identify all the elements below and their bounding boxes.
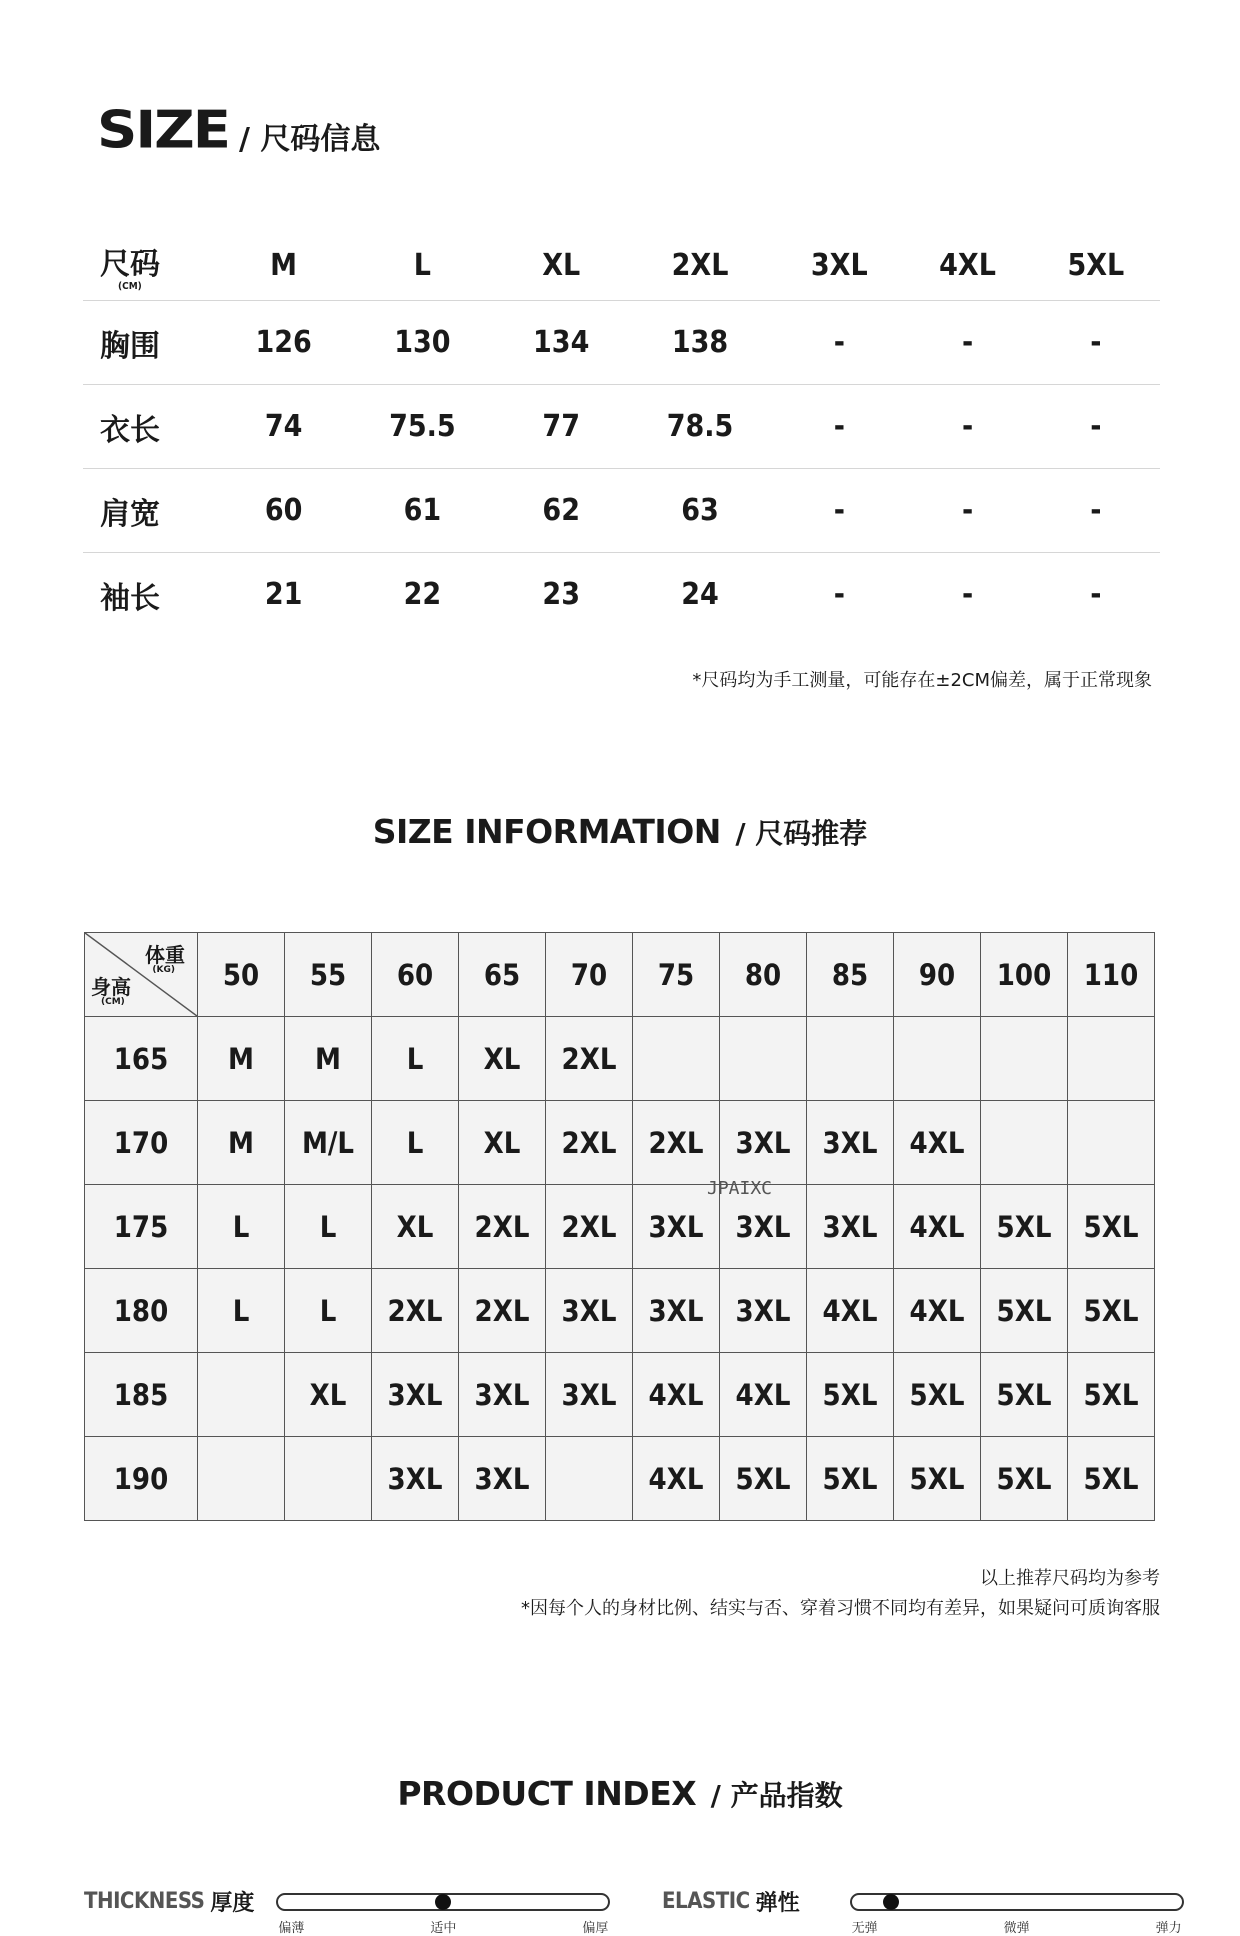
size-value-cell: - xyxy=(903,301,1031,385)
elastic-indicator xyxy=(883,1894,899,1910)
recommendation-cell: 4XL xyxy=(633,1353,720,1437)
recommendation-cell: 5XL xyxy=(981,1269,1068,1353)
size-value-cell: - xyxy=(903,385,1031,469)
grid-row xyxy=(85,1185,1155,1269)
size-value-cell: - xyxy=(903,553,1031,637)
recommendation-cell: 5XL xyxy=(894,1353,981,1437)
recommendation-cell: 5XL xyxy=(981,1185,1068,1269)
size-value-cell: - xyxy=(775,301,903,385)
recommendation-cell: 2XL xyxy=(546,1017,633,1101)
height-label-cell: 175 xyxy=(85,1185,198,1269)
recommendation-cell: 2XL xyxy=(459,1185,546,1269)
recommendation-cell: 2XL xyxy=(546,1101,633,1185)
recommendation-cell xyxy=(198,1437,285,1521)
size-value-cell: - xyxy=(1032,553,1160,637)
thickness-ticks xyxy=(278,1917,608,1936)
thickness-track xyxy=(276,1893,610,1936)
height-label-cell: 185 xyxy=(85,1353,198,1437)
recommendation-cell: 5XL xyxy=(894,1437,981,1521)
recommendation-cell: 5XL xyxy=(981,1437,1068,1521)
watermark-text: JPAIXC xyxy=(707,1178,773,1199)
recommendation-cell: M xyxy=(285,1017,372,1101)
weight-header-cell: 75 xyxy=(633,933,720,1017)
recommendation-cell: L xyxy=(372,1017,459,1101)
size-value-cell: - xyxy=(1032,301,1160,385)
size-value-cell: 62 xyxy=(498,469,625,553)
recommendation-note-1: 以上推荐尺码均为参考 xyxy=(980,1568,1160,1589)
size-value-cell: 60 xyxy=(220,469,347,553)
size-value-cell: 130 xyxy=(347,301,497,385)
size-value-cell: 74 xyxy=(220,385,347,469)
recommendation-cell: 3XL xyxy=(633,1269,720,1353)
size-header-5xl: 5XL xyxy=(1067,247,1125,283)
weight-header-cell: 50 xyxy=(198,933,285,1017)
recommendation-cell xyxy=(1068,1017,1155,1101)
grid-row xyxy=(85,1017,1155,1101)
height-label-cell: 165 xyxy=(85,1017,198,1101)
size-title xyxy=(97,98,380,163)
recommendation-cell: 3XL xyxy=(720,1269,807,1353)
recommendation-cell: 3XL xyxy=(546,1353,633,1437)
thickness-tick: 偏厚 xyxy=(582,1920,609,1936)
recommendation-cell: 3XL xyxy=(372,1353,459,1437)
corner-height-label: 身高 xyxy=(91,975,131,999)
recommendation-cell: L xyxy=(198,1269,285,1353)
size-value-cell: - xyxy=(775,385,903,469)
size-value-cell: 21 xyxy=(220,553,347,637)
recommendation-cell xyxy=(894,1017,981,1101)
size-value-cell: - xyxy=(1032,469,1160,553)
size-header-4xl: 4XL xyxy=(939,247,996,283)
size-value-cell: - xyxy=(1032,385,1160,469)
size-header-label: 尺码 xyxy=(100,246,160,282)
elastic-label-cn: 弹性 xyxy=(755,1891,800,1916)
weight-header-cell: 70 xyxy=(546,933,633,1017)
size-value-cell: 134 xyxy=(498,301,625,385)
corner-weight-unit: (KG) xyxy=(152,965,175,975)
weight-header-cell: 85 xyxy=(807,933,894,1017)
height-label-cell: 190 xyxy=(85,1437,198,1521)
recommendation-cell xyxy=(285,1437,372,1521)
recommendation-cell: L xyxy=(372,1101,459,1185)
recommendation-cell: 2XL xyxy=(372,1269,459,1353)
size-header-2xl: 2XL xyxy=(671,247,729,283)
recommendation-cell: 4XL xyxy=(894,1185,981,1269)
height-label-cell: 170 xyxy=(85,1101,198,1185)
grid-row xyxy=(85,1101,1155,1185)
recommendation-cell: L xyxy=(285,1269,372,1353)
size-value-cell: - xyxy=(775,553,903,637)
size-value-cell: 24 xyxy=(625,553,775,637)
recommendation-cell: 2XL xyxy=(633,1101,720,1185)
recommendation-cell: L xyxy=(285,1185,372,1269)
size-note: *尺码均为手工测量，可能存在±2CM偏差，属于正常现象 xyxy=(692,670,1152,691)
recommendation-cell: 3XL xyxy=(720,1185,807,1269)
size-value-cell: 126 xyxy=(220,301,347,385)
grid-row xyxy=(85,1353,1155,1437)
recommendation-cell: 5XL xyxy=(981,1353,1068,1437)
recommendation-cell: M xyxy=(198,1101,285,1185)
weight-header-cell: 60 xyxy=(372,933,459,1017)
thickness-index xyxy=(84,1886,610,1936)
grid-header-row xyxy=(85,933,1155,1017)
recommendation-cell: 3XL xyxy=(807,1101,894,1185)
recommendation-cell: 4XL xyxy=(633,1437,720,1521)
recommendation-cell: L xyxy=(198,1185,285,1269)
size-information-title xyxy=(0,812,1240,852)
weight-header-cell: 100 xyxy=(981,933,1068,1017)
thickness-label-en: THICKNESS xyxy=(84,1889,205,1914)
grid-corner-cell xyxy=(85,933,198,1017)
grid-row xyxy=(85,1269,1155,1353)
size-header-xl: XL xyxy=(542,247,581,283)
recommendation-cell: 2XL xyxy=(546,1185,633,1269)
size-row-label: 胸围 xyxy=(83,301,220,385)
elastic-label-en: ELASTIC xyxy=(662,1889,750,1914)
recommendation-cell: 5XL xyxy=(1068,1437,1155,1521)
size-row-label: 衣长 xyxy=(83,385,220,469)
recommendation-cell: 3XL xyxy=(459,1437,546,1521)
size-row-label: 肩宽 xyxy=(83,469,220,553)
recommendation-cell: XL xyxy=(459,1017,546,1101)
product-index-title-en: PRODUCT INDEX xyxy=(397,1774,697,1813)
recommendation-cell: 5XL xyxy=(720,1437,807,1521)
recommendation-cell: 5XL xyxy=(807,1353,894,1437)
recommendation-cell: 3XL xyxy=(459,1353,546,1437)
size-value-cell: 61 xyxy=(347,469,497,553)
weight-header-cell: 55 xyxy=(285,933,372,1017)
recommendation-grid xyxy=(84,932,1155,1521)
size-information-title-en: SIZE INFORMATION xyxy=(372,812,721,851)
elastic-tick: 微弹 xyxy=(1003,1920,1030,1936)
recommendation-cell xyxy=(807,1017,894,1101)
elastic-ticks xyxy=(852,1917,1182,1936)
size-header-l: L xyxy=(413,247,431,283)
size-header-unit: (CM) xyxy=(118,280,142,292)
size-value-cell: 77 xyxy=(498,385,625,469)
recommendation-cell xyxy=(198,1353,285,1437)
size-title-en: SIZE xyxy=(97,100,230,161)
recommendation-cell: M xyxy=(198,1017,285,1101)
corner-weight-label: 体重 xyxy=(145,943,185,967)
size-header-label-cell xyxy=(83,230,220,301)
recommendation-cell: 4XL xyxy=(807,1269,894,1353)
recommendation-cell: 2XL xyxy=(459,1269,546,1353)
recommendation-note-2: *因每个人的身材比例、结实与否、穿着习惯不同均有差异，如果疑问可质询客服 xyxy=(521,1598,1160,1619)
recommendation-cell: XL xyxy=(459,1101,546,1185)
size-value-cell: 22 xyxy=(347,553,497,637)
thickness-tick: 适中 xyxy=(430,1920,457,1936)
weight-header-cell: 110 xyxy=(1068,933,1155,1017)
size-row xyxy=(83,469,1160,553)
size-value-cell: 78.5 xyxy=(625,385,775,469)
size-row xyxy=(83,385,1160,469)
recommendation-cell xyxy=(1068,1101,1155,1185)
recommendation-cell xyxy=(546,1437,633,1521)
recommendation-cell xyxy=(981,1101,1068,1185)
recommendation-cell: 3XL xyxy=(372,1437,459,1521)
recommendation-cell xyxy=(633,1017,720,1101)
thickness-label-cn: 厚度 xyxy=(210,1891,255,1916)
elastic-tick: 弹力 xyxy=(1155,1920,1182,1936)
product-index-title-cn: / 产品指数 xyxy=(710,1779,843,1812)
size-header-m: M xyxy=(270,247,298,283)
recommendation-cell: 5XL xyxy=(1068,1185,1155,1269)
elastic-tick: 无弹 xyxy=(851,1920,878,1936)
size-value-cell: 75.5 xyxy=(347,385,497,469)
recommendation-cell: 4XL xyxy=(894,1269,981,1353)
thickness-tick: 偏薄 xyxy=(278,1920,305,1936)
recommendation-cell: 5XL xyxy=(1068,1353,1155,1437)
size-row xyxy=(83,553,1160,637)
size-row-label: 袖长 xyxy=(83,553,220,637)
size-table xyxy=(83,230,1160,636)
elastic-index xyxy=(662,1886,1184,1936)
recommendation-cell: XL xyxy=(285,1353,372,1437)
recommendation-cell: 3XL xyxy=(546,1269,633,1353)
corner-height-unit: (CM) xyxy=(101,997,125,1007)
elastic-track xyxy=(850,1893,1184,1936)
recommendation-cell: M/L xyxy=(285,1101,372,1185)
thickness-indicator xyxy=(435,1894,451,1910)
size-value-cell: - xyxy=(775,469,903,553)
weight-header-cell: 65 xyxy=(459,933,546,1017)
recommendation-cell: 4XL xyxy=(720,1353,807,1437)
recommendation-cell: 3XL xyxy=(807,1185,894,1269)
grid-row xyxy=(85,1437,1155,1521)
recommendation-cell xyxy=(720,1017,807,1101)
size-value-cell: 23 xyxy=(498,553,625,637)
size-value-cell: 63 xyxy=(625,469,775,553)
recommendation-cell: 3XL xyxy=(633,1185,720,1269)
size-value-cell: 138 xyxy=(625,301,775,385)
recommendation-cell xyxy=(981,1017,1068,1101)
product-index-title xyxy=(0,1774,1240,1814)
size-row xyxy=(83,301,1160,385)
recommendation-cell: 3XL xyxy=(720,1101,807,1185)
size-table-header xyxy=(83,230,1160,301)
recommendation-cell: 4XL xyxy=(894,1101,981,1185)
recommendation-cell: 5XL xyxy=(807,1437,894,1521)
size-value-cell: - xyxy=(903,469,1031,553)
size-title-cn: / 尺码信息 xyxy=(239,122,381,157)
weight-header-cell: 80 xyxy=(720,933,807,1017)
size-header-3xl: 3XL xyxy=(810,247,868,283)
recommendation-cell: 5XL xyxy=(1068,1269,1155,1353)
recommendation-cell: XL xyxy=(372,1185,459,1269)
size-information-title-cn: / 尺码推荐 xyxy=(735,817,868,850)
height-label-cell: 180 xyxy=(85,1269,198,1353)
weight-header-cell: 90 xyxy=(894,933,981,1017)
